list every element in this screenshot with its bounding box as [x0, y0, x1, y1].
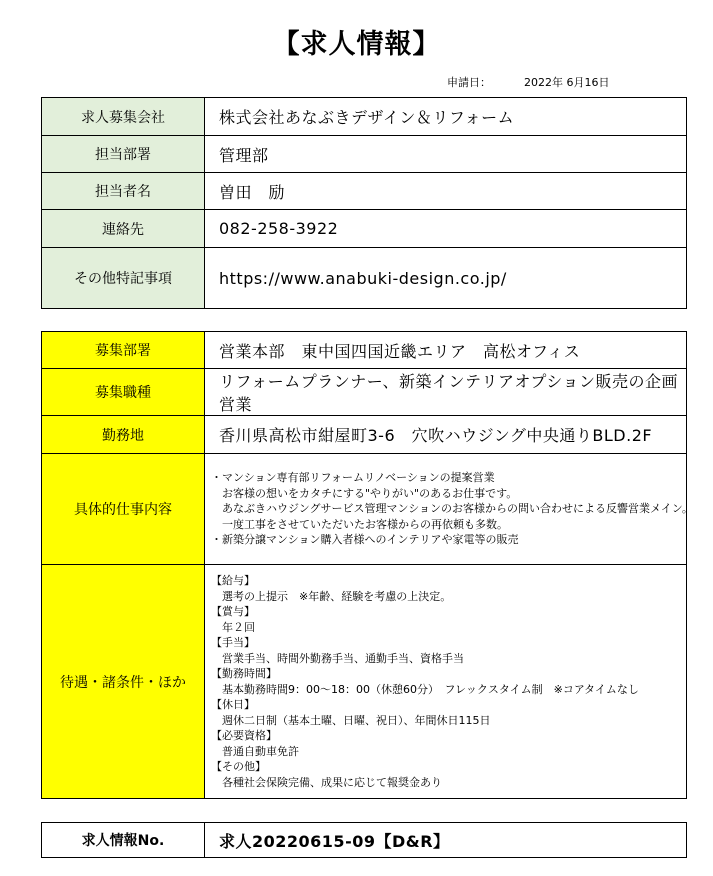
company-value: 株式会社あなぶきデザイン＆リフォーム [205, 98, 687, 136]
conditions-line: 【休日】 [211, 698, 255, 711]
conditions-line: 【その他】 [211, 760, 266, 773]
table-row [42, 248, 687, 309]
application-date-label: 申請日： [447, 76, 491, 89]
conditions-line: 【給与】 [211, 574, 255, 587]
phone-label: 連絡先 [42, 210, 205, 248]
table-row [42, 416, 687, 454]
contact-person-value: 曽田 励 [205, 173, 687, 210]
conditions-line: 【勤務時間】 [211, 667, 277, 680]
duties-line: ・新築分譲マンション購入者様へのインテリアや家電等の販売 [211, 533, 519, 547]
table-row [42, 565, 687, 799]
duties-line: ・マンション専有部リフォームリノベーションの提案営業 [211, 471, 495, 485]
job-number-label: 求人情報No. [42, 823, 205, 858]
conditions-line: 選考の上提示 ※年齢、経験を考慮の上決定。 [211, 589, 452, 603]
conditions-line: 週休二日制（基本土曜、日曜、祝日）、年間休日115日 [211, 713, 491, 727]
position-label: 募集職種 [42, 369, 205, 416]
company-info-table [41, 97, 687, 309]
table-row [42, 369, 687, 416]
conditions-content [205, 565, 687, 799]
table-row [42, 823, 687, 858]
recruit-department-value: 営業本部 東中国四国近畿エリア 高松オフィス [205, 332, 687, 369]
conditions-label: 待遇・諸条件・ほか [42, 565, 205, 799]
phone-value: 082-258-3922 [205, 210, 687, 248]
duties-label: 具体的仕事内容 [42, 454, 205, 565]
table-row [42, 173, 687, 210]
conditions-line: 営業手当、時間外勤務手当、通勤手当、資格手当 [211, 651, 464, 665]
department-label: 担当部署 [42, 136, 205, 173]
company-label: 求人募集会社 [42, 98, 205, 136]
application-date-value: 2022年 6月16日 [524, 76, 610, 89]
location-value: 香川県高松市紺屋町3-6 穴吹ハウジング中央通りBLD.2F [205, 416, 687, 454]
location-label: 勤務地 [42, 416, 205, 454]
table-row [42, 136, 687, 173]
duties-line: 一度工事をさせていただいたお客様からの再依頼も多数。 [211, 517, 508, 531]
recruit-department-label: 募集部署 [42, 332, 205, 369]
duties-content [205, 454, 693, 565]
contact-person-label: 担当者名 [42, 173, 205, 210]
table-row [42, 98, 687, 136]
table-row [42, 332, 687, 369]
table-row [42, 210, 687, 248]
conditions-line: 各種社会保険完備、成果に応じて報奨金あり [211, 775, 442, 789]
conditions-line: 【賞与】 [211, 605, 255, 618]
conditions-line: 普通自動車免許 [211, 744, 299, 758]
table-row [42, 454, 687, 565]
job-details-table [41, 331, 693, 799]
job-number-table [41, 822, 687, 858]
conditions-line: 【必要資格】 [211, 729, 277, 742]
notes-label: その他特記事項 [42, 248, 205, 309]
duties-line: お客様の想いをカタチにする"やりがい"のあるお仕事です。 [211, 486, 518, 500]
job-number-value: 求人20220615-09【D&R】 [205, 823, 687, 858]
conditions-line: 基本勤務時間9：00～18：00（休憩60分） フレックスタイム制 ※コアタイムなし [211, 682, 639, 696]
duties-line: あなぶきハウジングサービス管理マンションのお客様からの問い合わせによる反響営業メイン。 [211, 502, 693, 516]
conditions-line: 年２回 [211, 620, 255, 634]
position-value: リフォームプランナー、新築インテリアオプション販売の企画営業 [205, 369, 687, 416]
website-link[interactable]: https://www.anabuki-design.co.jp/ [205, 248, 687, 309]
conditions-line: 【手当】 [211, 636, 255, 649]
department-value: 管理部 [205, 136, 687, 173]
page-title: 【求人情報】 [272, 29, 441, 60]
